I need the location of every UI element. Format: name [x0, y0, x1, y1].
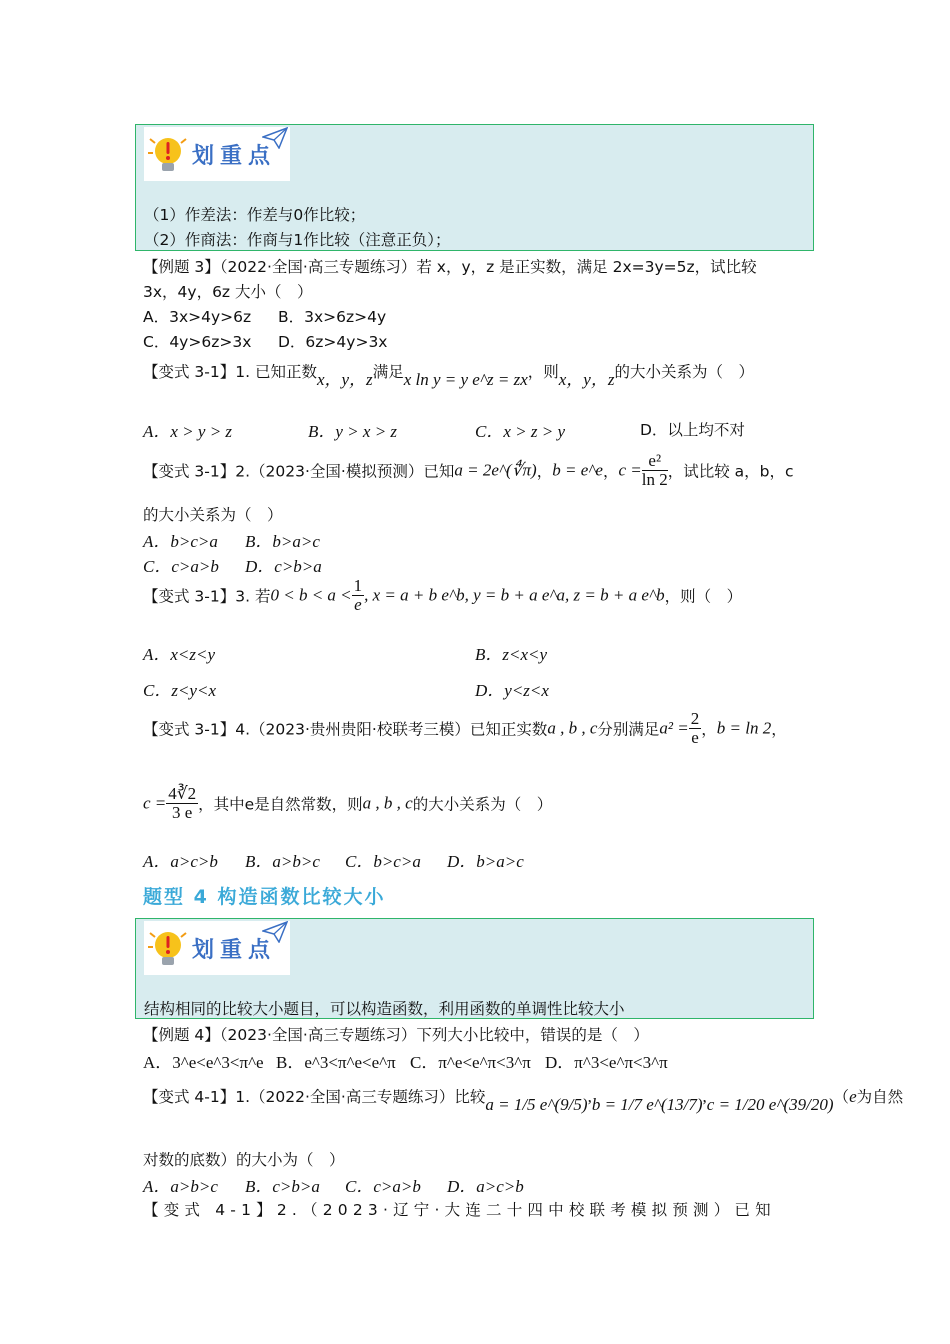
q4-line2-suffix: 的大小关系为（ ）: [412, 795, 553, 814]
section-4-title: 题型 4 构造函数比较大小: [143, 886, 386, 908]
variant-3-1-q2-option-c: C．c>a>b: [143, 557, 219, 576]
variant-3-1-q3: [143, 577, 742, 614]
q4-a-numerator: 2: [690, 709, 700, 728]
v41-c: c = 1/20 e^(39/20): [706, 1095, 834, 1114]
q1-vars-2: x，y，z: [558, 370, 615, 389]
lightbulb-icon: [148, 925, 188, 973]
variant-3-1-q4: 【变式 3-1】4.（2023·贵州贵阳·校联考三模）已知正实数a , b , c分别满足a² = $\frac{2}{e}$ ，b = ln 2，: [143, 709, 787, 747]
variant-3-1-q3-option-c: C．z<y<x: [143, 681, 216, 700]
example-3-line-2: 3x，4y，6z 大小（ ）: [143, 283, 313, 301]
q3-cond-numerator: 1: [353, 576, 363, 595]
q1-mid: 满足: [372, 363, 404, 381]
variant-3-1-q4-option-c: C．b>c>a: [345, 852, 421, 871]
badge-label: 划重点: [192, 144, 277, 169]
variant-3-1-q2-option-d: D．c>b>a: [245, 557, 322, 576]
q4-c-numerator: 4∛2: [168, 784, 197, 803]
variant-3-1-q4-line-2: [143, 785, 552, 822]
q4-a-fraction: [689, 710, 702, 747]
q1-after: ，则: [527, 363, 559, 381]
q2-b: b = e^e: [552, 460, 603, 480]
variant-3-1-q1-option-c: C．x > z > y: [475, 422, 565, 441]
q4-b: b = ln 2: [716, 718, 772, 738]
example-4-line-1: 【例题 4】（2023·全国·高三专题练习）下列大小比较中，错误的是（ ）: [143, 1026, 649, 1044]
variant-4-1-q2-line-1: 【变式 4-1】2.（2023·辽宁·大连二十四中校联考模拟预测）已知: [143, 1201, 776, 1219]
q1-prefix: 【变式 3-1】1. 已知正数: [143, 363, 317, 381]
key-point-badge: [144, 127, 290, 181]
example-4-option-a: A．3^e<e^3<π^e: [143, 1053, 264, 1072]
v41-b: b = 1/7 e^(13/7): [591, 1095, 703, 1114]
example-3-option-c: C．4y>6z>3x: [143, 333, 252, 351]
q4-c-denominator: 3 e: [172, 802, 193, 822]
variant-3-1-q3-option-a: A．x<z<y: [143, 645, 216, 664]
v41-suffix-2: 为自然: [856, 1088, 904, 1106]
q4-line2-mid: ，其中e是自然常数，则: [198, 795, 363, 814]
q4-line2-vars: a , b , c: [362, 793, 413, 813]
variant-4-1-q1-option-d: D．a>c>b: [447, 1177, 524, 1196]
q1-suffix: 的大小关系为（ ）: [614, 363, 754, 381]
variant-3-1-q4-option-a: A．a>c>b: [143, 852, 218, 871]
q2-c-numerator: e²: [642, 452, 668, 471]
variant-3-1-q4-option-b: B．a>b>c: [245, 852, 320, 871]
example-3-option-d: D．6z>4y>3x: [278, 333, 388, 351]
example-4-option-c: C．π^e<e^π<3^π: [410, 1053, 531, 1072]
variant-3-1-q2-option-a: A．b>c>a: [143, 532, 218, 551]
q3-cond-lhs: 0 < b < a <: [270, 585, 352, 605]
q4-vars: a , b , c: [547, 718, 598, 738]
q2-c-denominator: ln 2: [641, 469, 668, 489]
key-point-line-1: （1）作差法：作差与0作比较；: [144, 206, 366, 224]
example-3-line-1: 【例题 3】（2022·全国·高三专题练习）若 x，y，z 是正实数，满足 2x=3y=5z，试比较: [143, 258, 757, 276]
example-3-option-b: B．3x>6z>4y: [278, 308, 387, 326]
variant-4-1-q1-option-b: B．c>b>a: [245, 1177, 320, 1196]
variant-3-1-q1-option-d: D．以上均不对: [640, 421, 745, 439]
v41-a: a = 1/5 e^(9/5): [485, 1095, 588, 1114]
variant-3-1-q2-line-2: 的大小关系为（ ）: [143, 506, 283, 524]
v41-prefix: 【变式 4-1】1.（2022·全国·高三专题练习）比较: [143, 1088, 486, 1106]
q4-prefix: 【变式 3-1】4.（2023·贵州贵阳·校联考三模）已知正实数: [143, 720, 548, 739]
q4-mid: 分别满足: [597, 720, 660, 739]
q2-prefix: 【变式 3-1】2.（2023·全国·模拟预测）已知: [143, 462, 455, 481]
badge-label: 划重点: [192, 938, 277, 963]
q3-prefix: 【变式 3-1】3. 若: [143, 587, 271, 606]
q4-a-denominator: e: [691, 727, 699, 747]
variant-3-1-q2-option-b: B．b>a>c: [245, 532, 320, 551]
key-point-2-line-1: 结构相同的比较大小题目，可以构造函数，利用函数的单调性比较大小: [144, 1000, 625, 1018]
variant-3-1-q3-option-b: B．z<x<y: [475, 645, 548, 664]
v41-e-var: e: [849, 1087, 857, 1106]
key-point-box-1: [135, 124, 814, 251]
q1-formula: x ln y = y e^z = zx: [403, 370, 528, 389]
example-4-option-d: D．π^3<e^π<3^π: [545, 1053, 668, 1072]
q3-suffix: ，则（ ）: [664, 587, 743, 606]
q2-c-lhs: c =: [618, 460, 642, 480]
q3-cond-fraction: [352, 577, 365, 614]
q4-a-lhs: a² =: [659, 718, 689, 738]
example-3-option-a: A．3x>4y>6z: [143, 308, 252, 326]
key-point-line-2: （2）作商法：作商与1作比较（注意正负）；: [144, 231, 451, 249]
key-point-box-2: [135, 918, 814, 1019]
q2-c-fraction: [642, 452, 668, 489]
variant-3-1-q2: 【变式 3-1】2.（2023·全国·模拟预测）已知a = 2e^(∜π)，b = e^e，c = $\frac{\text{e²}}{\ln 2}$ ，试比较 a，b，c: [143, 451, 794, 489]
variant-3-1-q3-option-d: D．y<z<x: [475, 681, 549, 700]
q2-a: a = 2e^(∜π): [454, 460, 537, 480]
q1-vars-1: x，y，z: [316, 370, 373, 389]
variant-3-1-q1: [143, 357, 754, 389]
variant-3-1-q1-option-b: B．y > x > z: [308, 422, 398, 441]
key-point-badge: [144, 921, 290, 975]
q4-c-fraction: [166, 785, 198, 822]
lightbulb-icon: [148, 131, 188, 179]
variant-3-1-q4-option-d: D．b>a>c: [447, 852, 524, 871]
q2-suffix: ，试比较 a，b，c: [667, 462, 794, 481]
q4-c-lhs: c =: [143, 793, 167, 813]
variant-4-1-q1-option-c: C．c>a>b: [345, 1177, 421, 1196]
variant-4-1-q1: 【变式 4-1】1.（2022·全国·高三专题练习）比较a = 1/5 e^(9/5),b = 1/7 e^(13/7),c = 1/20 e^(39/20)（e为自然: [143, 1087, 904, 1114]
paper-plane-icon: [262, 127, 288, 149]
q3-cond-denominator: e: [354, 594, 362, 614]
variant-4-1-q1-option-a: A．a>b>c: [143, 1177, 218, 1196]
paper-plane-icon: [262, 921, 288, 943]
v41-suffix-1: （: [833, 1088, 850, 1106]
variant-4-1-q1-line-2: 对数的底数）的大小为（ ）: [143, 1151, 345, 1169]
variant-3-1-q1-option-a: A．x > y > z: [143, 422, 233, 441]
example-4-option-b: B．e^3<π^e<e^π: [276, 1053, 396, 1072]
q3-rest: , x = a + b e^b, y = b + a e^a, z = b + a e^b: [364, 585, 665, 605]
